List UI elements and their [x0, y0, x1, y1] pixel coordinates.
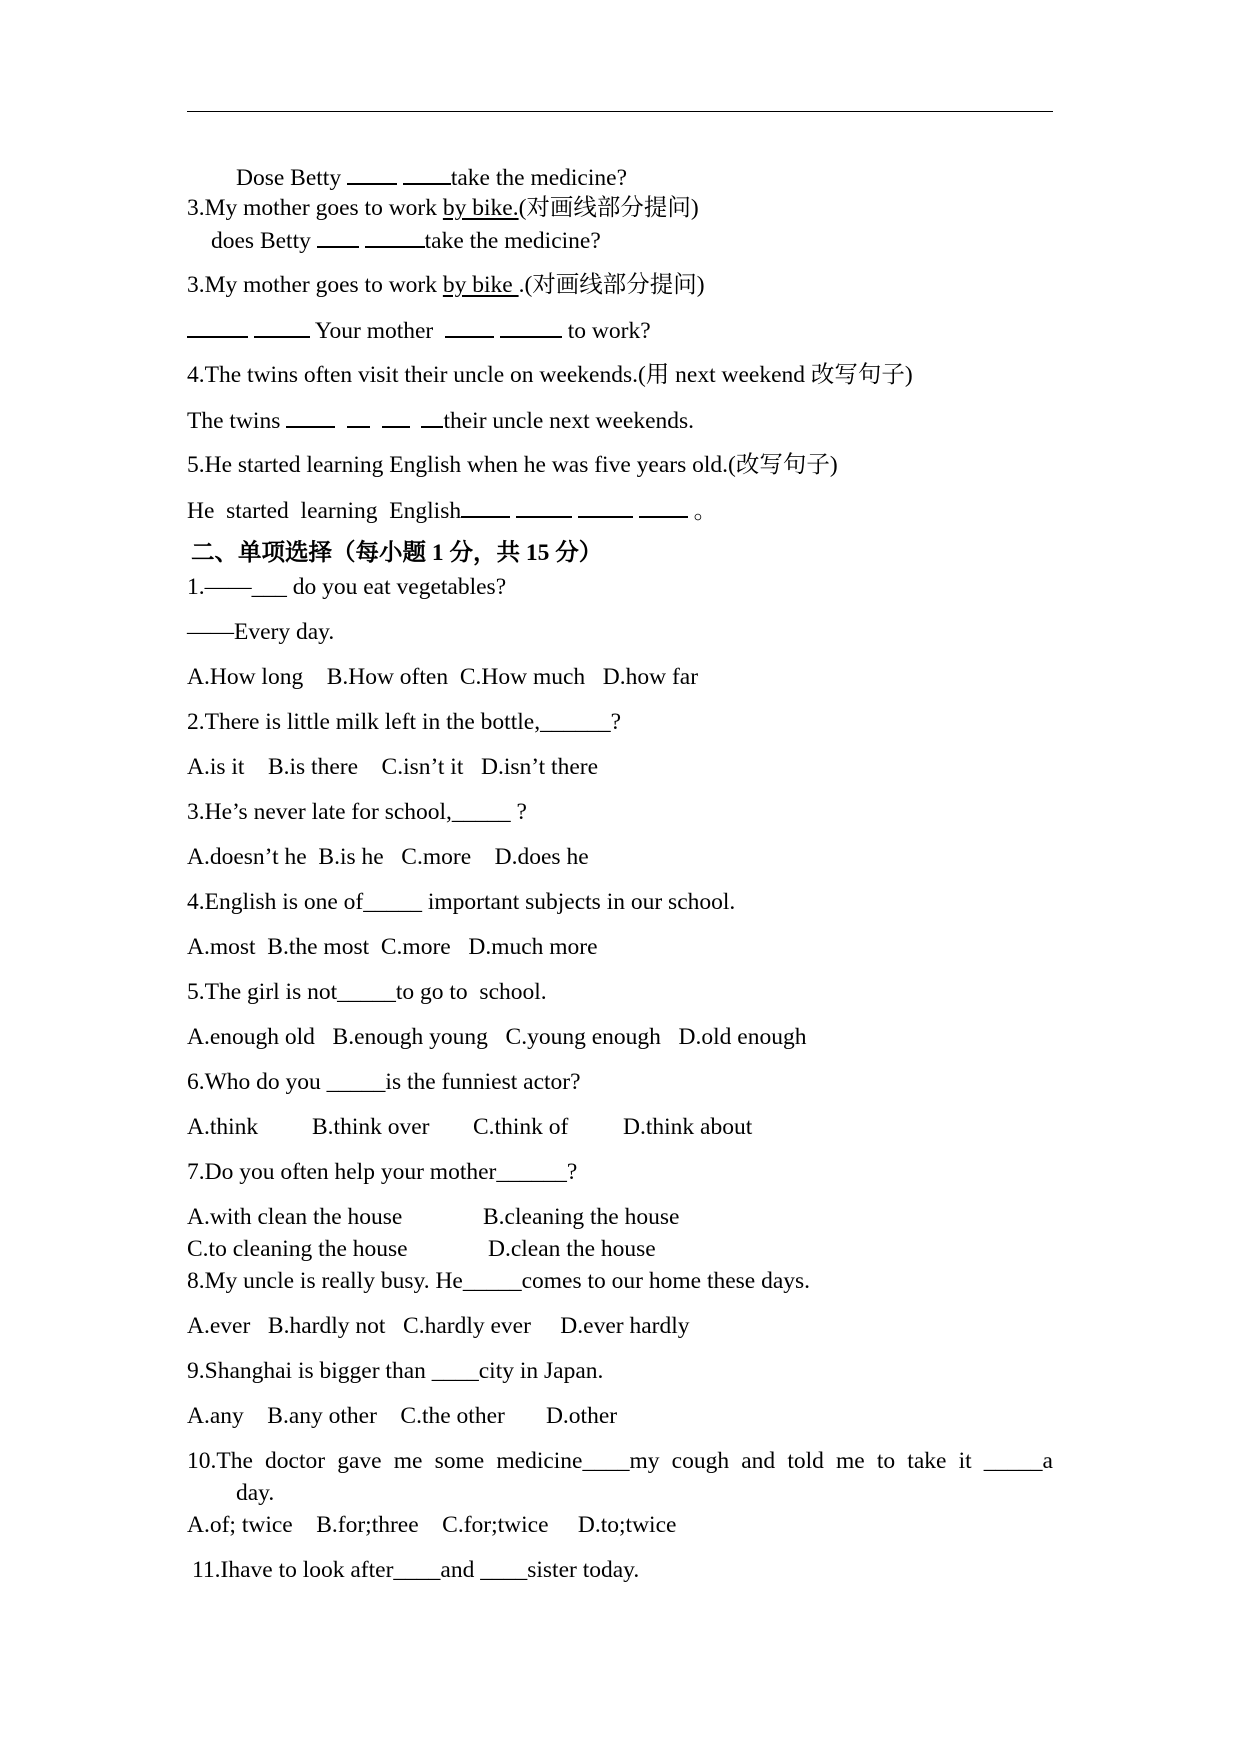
fill-line-6: 4.The twins often visit their uncle on weekends.(用 next weekend 改写句子) — [187, 362, 913, 388]
q8-options: A.ever B.hardly not C.hardly ever D.ever hardly — [187, 1313, 690, 1339]
fill-line-4: 3.My mother goes to work by bike .(对画线部分提问) — [187, 272, 705, 298]
q2-options: A.is it B.is there C.isn’t it D.isn’t there — [187, 754, 599, 780]
blank[interactable] — [445, 314, 494, 338]
fill-line-2: 3.My mother goes to work by bike.(对画线部分提问) — [187, 195, 699, 221]
blank[interactable] — [421, 404, 443, 428]
q10-stem-continued: day. — [236, 1480, 275, 1506]
q3-options: A.doesn’t he B.is he C.more D.does he — [187, 844, 589, 870]
q6-option-c: C.think of — [473, 1114, 569, 1140]
q4-options: A.most B.the most C.more D.much more — [187, 934, 598, 960]
fill-line-7: The twins their uncle next weekends. — [187, 404, 694, 437]
q10-stem: 10.The doctor gave me some medicine____my cough and told me to take it _____a — [187, 1448, 1053, 1474]
q6-option-d: D.think about — [623, 1114, 753, 1140]
q1-reply: ——Every day. — [187, 619, 335, 645]
fill-line-1: Dose Betty take the medicine? — [236, 161, 627, 194]
q9-stem: 9.Shanghai is bigger than ____city in Japan. — [187, 1358, 604, 1384]
blank[interactable] — [578, 494, 633, 518]
blank[interactable] — [347, 161, 397, 185]
q6-stem: 6.Who do you _____is the funniest actor? — [187, 1069, 581, 1095]
blank[interactable] — [516, 494, 572, 518]
blank[interactable] — [365, 224, 425, 248]
q10-options: A.of; twice B.for;three C.for;twice D.to;twice — [187, 1512, 677, 1538]
section-2-title: 二、单项选择（每小题 1 分，共 15 分） — [191, 540, 603, 566]
q8-stem: 8.My uncle is really busy. He_____comes to our home these days. — [187, 1268, 811, 1294]
blank[interactable] — [347, 404, 370, 428]
q6-option-b: B.think over — [312, 1114, 430, 1140]
q5-options: A.enough old B.enough young C.young enough D.old enough — [187, 1024, 807, 1050]
q5-stem: 5.The girl is not_____to go to school. — [187, 979, 547, 1005]
q9-options: A.any B.any other C.the other D.other — [187, 1403, 618, 1429]
blank[interactable] — [254, 314, 310, 338]
blank[interactable] — [286, 404, 335, 428]
blank[interactable] — [317, 224, 359, 248]
q11-stem: 11.Ihave to look after____and ____sister today. — [192, 1557, 640, 1583]
q7-option-c: C.to cleaning the house — [187, 1236, 408, 1262]
q7-option-a: A.with clean the house — [187, 1204, 403, 1230]
q4-stem: 4.English is one of_____ important subjects in our school. — [187, 889, 736, 915]
q7-options-row-2 — [187, 1233, 656, 1265]
q6-option-a: A.think — [187, 1114, 259, 1140]
q1-stem: 1.——___ do you eat vegetables? — [187, 574, 507, 600]
q2-stem: 2.There is little milk left in the bottle,______? — [187, 709, 622, 735]
fill-line-9: He started learning English 。 — [187, 494, 717, 527]
blank[interactable] — [403, 161, 451, 185]
blank[interactable] — [500, 314, 562, 338]
q3-stem: 3.He’s never late for school,_____ ? — [187, 799, 527, 825]
fill-line-8: 5.He started learning English when he was five years old.(改写句子) — [187, 452, 838, 478]
blank[interactable] — [187, 314, 248, 338]
blank[interactable] — [639, 494, 688, 518]
fill-line-3: does Betty take the medicine? — [211, 224, 601, 257]
q7-stem: 7.Do you often help your mother______? — [187, 1159, 578, 1185]
q7-options-row-1 — [187, 1201, 679, 1233]
q6-options — [187, 1111, 752, 1143]
fill-line-5: Your mother to work? — [187, 314, 651, 347]
blank[interactable] — [461, 494, 510, 518]
header-rule — [187, 111, 1053, 112]
q1-options: A.How long B.How often C.How much D.how far — [187, 664, 699, 690]
q7-option-b: B.cleaning the house — [483, 1204, 680, 1230]
q7-option-d: D.clean the house — [488, 1236, 656, 1262]
blank[interactable] — [382, 404, 410, 428]
